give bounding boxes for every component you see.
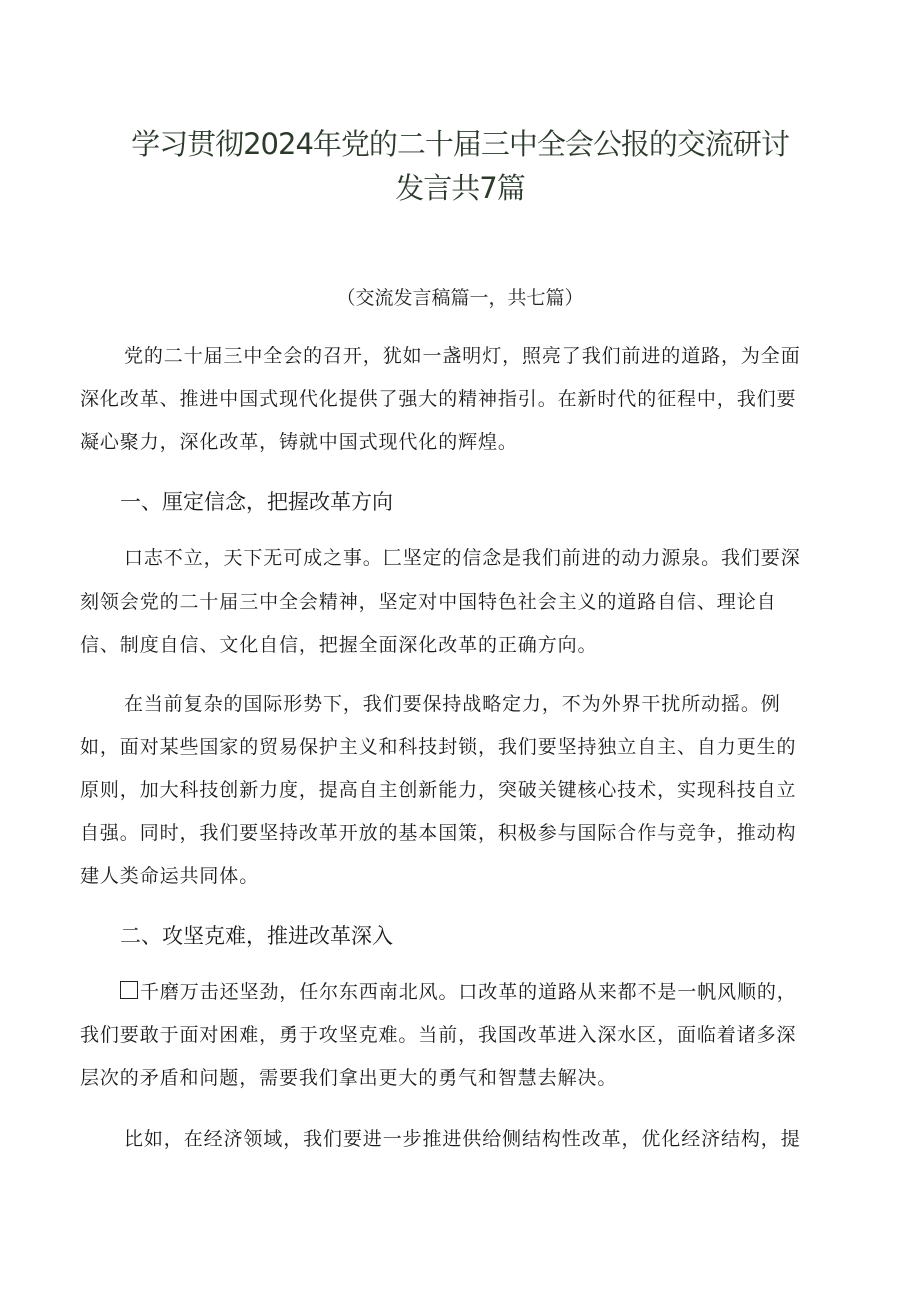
paragraph-2-line-3: 信、制度自信、文化自信，把握全面深化改革的正确方向。: [80, 634, 598, 656]
paragraph-5-line-1: 比如，在经济领域，我们要进一步推进供给侧结构性改革，优化经济结构，提: [124, 1128, 801, 1150]
paragraph-3-line-5: 建人类命运共同体。: [80, 865, 260, 887]
paragraph-1-line-2: 深化改革、推进中国式现代化提供了强大的精神指引。在新时代的征程中，我们要: [80, 388, 797, 410]
paragraph-4-line-1: [120, 977, 797, 1004]
paragraph-3-line-2: 如，面对某些国家的贸易保护主义和科技封锁，我们要坚持独立自主、自力更生的: [80, 736, 797, 758]
paragraph-4-line-2: 我们要敢于面对困难，勇于攻坚克难。当前，我国改革进入深水区，面临着诸多深: [80, 1024, 797, 1046]
section-heading-1: 一、厘定信念，把握改革方向: [120, 490, 393, 514]
section-heading-2: 二、攻坚克难，推进改革深入: [120, 924, 393, 948]
paragraph-3-line-3: 原则，加大科技创新力度，提高自主创新能力，突破关键核心技术，实现科技自立: [80, 779, 797, 801]
paragraph-4-line-3: 层次的矛盾和问题，需要我们拿出更大的勇气和智慧去解决。: [80, 1067, 618, 1089]
document-title-line-1: 学习贯彻2024年党的二十届三中全会公报的交流研讨: [131, 127, 789, 161]
paragraph-1-line-3: 凝心聚力，深化改革，铸就中国式现代化的辉煌。: [80, 431, 518, 453]
paragraph-4-line-1-text: 千磨万击还坚劲，任尔东西南北风。口改革的道路从来都不是一帆风顺的，: [140, 981, 797, 1003]
paragraph-3-line-1: 在当前复杂的国际形势下，我们要保持战略定力，不为外界干扰所动摇。例: [124, 693, 781, 715]
paragraph-2-line-2: 刻领会党的二十届三中全会精神，坚定对中国特色社会主义的道路自信、理论自: [80, 591, 777, 613]
paragraph-2-line-1: 口志不立，天下无可成之事。匚坚定的信念是我们前进的动力源泉。我们要深: [124, 547, 801, 569]
paragraph-1-line-1: 党的二十届三中全会的召开，犹如一盏明灯，照亮了我们前进的道路，为全面: [124, 345, 801, 367]
document-subtitle: （交流发言稿篇一，共七篇）: [336, 287, 584, 309]
paragraph-3-line-4: 自强。同时，我们要坚持改革开放的基本国策，积极参与国际合作与竞争，推动构: [80, 822, 797, 844]
missing-glyph-box-icon: [120, 981, 138, 999]
document-title-line-2: 发言共7篇: [395, 171, 525, 205]
